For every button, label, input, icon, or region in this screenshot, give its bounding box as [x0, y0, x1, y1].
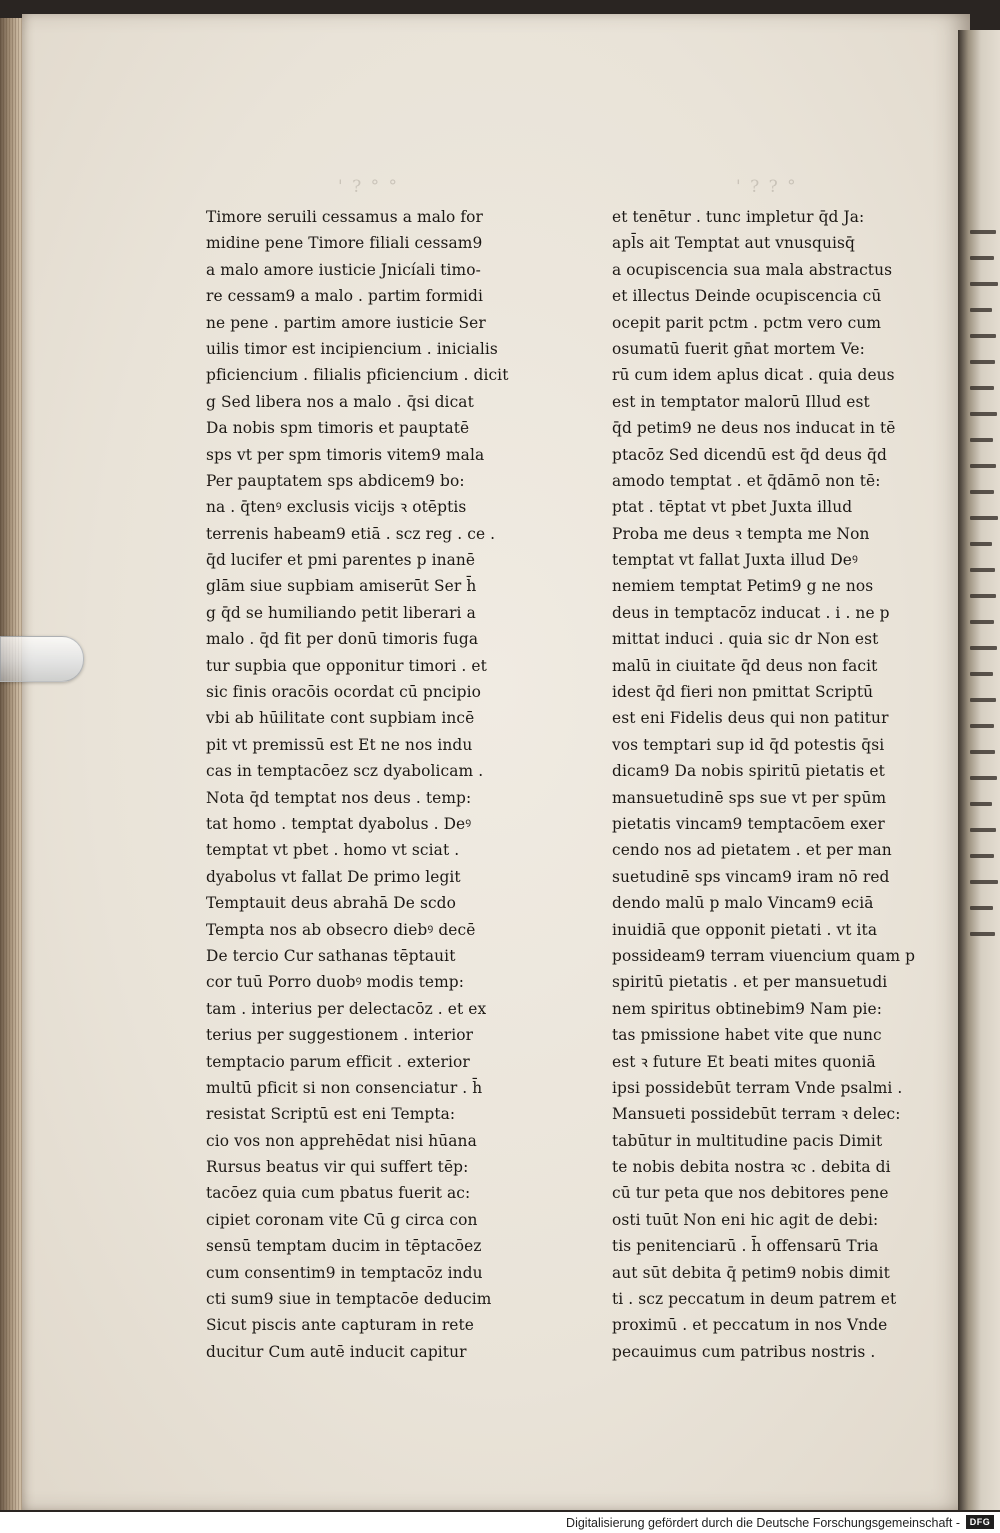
text-line: temptat vt pbet . homo vt sciat .	[206, 841, 460, 860]
adjacent-page-edge	[958, 30, 1000, 1510]
text-line: pit vt premissū est Et ne nos indu	[206, 735, 473, 754]
text-line: proximū . et peccatum in nos Vnde	[612, 1316, 888, 1335]
text-line: cum consentim9 in temptacōz indu	[206, 1263, 483, 1282]
text-line: tat homo . temptat dyabolus . Deꝰ	[206, 814, 472, 833]
text-line: vbi ab hūilitate cont supbiam incē	[206, 709, 475, 728]
text-line: pietatis vincam9 temptacōem exer	[612, 814, 885, 833]
text-line: cio vos non apprehēdat nisi hūana	[206, 1131, 477, 1150]
text-line: apl̄s ait Temptat aut vnusquisq̄	[612, 234, 855, 253]
faint-folio-number-right: ' ? ? °	[736, 177, 798, 197]
funding-credit: Digitalisierung gefördert durch die Deutsche Forschungsgemeinschaft -	[566, 1516, 960, 1530]
text-line: Nota q̄d temptat nos deus . temp:	[206, 788, 472, 807]
text-line: tis penitenciarū . h̄ offensarū Tria	[612, 1237, 879, 1256]
text-line: spiritū pietatis . et per mansuetudi	[612, 973, 888, 992]
text-line: et illectus Deinde ocupiscencia cū	[612, 287, 882, 306]
text-line: ipsi possidebūt terram Vnde psalmi .	[612, 1078, 903, 1097]
text-line: na . q̄tenꝰ exclusis vicijs ꝛ otēptis	[206, 498, 467, 517]
text-line: tabūtur in multitudine pacis Dimit	[612, 1131, 883, 1150]
text-line: est in temptator malorū Illud est	[612, 392, 870, 411]
text-line: a malo amore iusticie Jnicíali timo-	[206, 260, 481, 279]
text-line: Timore seruili cessamus a malo for	[206, 208, 483, 226]
text-line: mittat induci . quia sic dr Non est	[612, 630, 879, 649]
text-line: g Sed libera nos a malo . q̄si dicat	[206, 392, 474, 411]
text-line: tas pmissione habet vite que nunc	[612, 1026, 882, 1045]
text-line: Tempta nos ab obsecro diebꝰ decē	[206, 920, 476, 939]
text-line: te nobis debita nostra ꝛc . debita di	[612, 1158, 891, 1177]
text-line: ocepit parit pctm . pctm vero cum	[612, 313, 882, 332]
text-line: tur supbia que opponitur timori . et	[206, 656, 487, 675]
text-line: est eni Fidelis deus qui non patitur	[612, 709, 889, 728]
text-line: Mansueti possidebūt terram ꝛ delec:	[612, 1105, 901, 1124]
text-line: glām siue supbiam amiserūt Ser h̄	[206, 577, 477, 596]
text-line: ptat . tēptat vt pbet Juxta illud	[612, 498, 853, 517]
text-line: dyabolus vt fallat De primo legit	[206, 867, 461, 886]
text-line: Proba me deus ꝛ tempta me Non	[612, 524, 870, 543]
text-line: a ocupiscencia sua mala abstractus	[612, 260, 893, 279]
text-line: idest q̄d fieri non pmittat Scriptū	[612, 683, 874, 702]
text-line: aut sūt debita q̄ petim9 nobis dimit	[612, 1263, 890, 1282]
text-line: cendo nos ad pietatem . et per man	[612, 841, 892, 860]
text-line: re cessam9 a malo . partim formidi	[206, 287, 484, 306]
text-line: osumatū fuerit gn̄at mortem Ve:	[612, 339, 865, 358]
text-line: terius per suggestionem . interior	[206, 1026, 474, 1045]
text-line: malū in ciuitate q̄d deus non facit	[612, 656, 878, 675]
text-line: sensū temptam ducim in tēptacōez	[206, 1237, 482, 1256]
dfg-logo-icon: DFG	[966, 1515, 994, 1529]
text-line: ti . scz peccatum in deum patrem et	[612, 1290, 897, 1309]
text-column-left	[206, 204, 554, 1365]
text-line: ducitur Cum autē inducit capitur	[206, 1342, 467, 1361]
text-line: cas in temptacōez scz dyabolicam .	[206, 762, 484, 781]
text-line: Rursus beatus vir qui suffert tēp:	[206, 1158, 469, 1177]
text-line: inuidiā que opponit pietati . vt ita	[612, 920, 878, 939]
text-line: sps vt per spm timoris vitem9 mala	[206, 445, 485, 464]
text-line: dendo malū p malo Vincam9 eciā	[612, 894, 874, 913]
text-line: Per pauptatem sps abdicem9 bo:	[206, 471, 465, 490]
text-line: dicam9 Da nobis spiritū pietatis et	[612, 762, 885, 781]
text-line: pecauimus cum patribus nostris .	[612, 1342, 876, 1361]
text-line: et tenētur . tunc impletur q̄d Ja:	[612, 208, 865, 226]
text-line: g q̄d se humiliando petit liberari a	[206, 603, 476, 622]
text-line: sic finis oracōis ocordat cū pncipio	[206, 683, 481, 702]
text-line: multū pficit si non consenciatur . h̄	[206, 1078, 483, 1097]
text-line: rū cum idem aplus dicat . quia deus	[612, 366, 895, 385]
text-line: cipiet coronam vite Cū g circa con	[206, 1210, 478, 1229]
text-line: nem spiritus obtinebim9 Nam pie:	[612, 999, 883, 1018]
page-marker-clip	[0, 636, 84, 682]
text-line: malo . q̄d fit per donū timoris fuga	[206, 630, 479, 649]
text-line: possideam9 terram viuencium quam p	[612, 946, 916, 965]
text-line: osti tuūt Non eni hic agit de debi:	[612, 1210, 879, 1229]
text-line: De tercio Cur sathanas tēptauit	[206, 946, 456, 965]
text-line: midine pene Timore filiali cessam9	[206, 234, 483, 253]
text-line: Da nobis spm timoris et pauptatē	[206, 419, 470, 438]
text-line: amodo temptat . et q̄dāmō non tē:	[612, 471, 881, 490]
text-line: Sicut piscis ante capturam in rete	[206, 1316, 475, 1335]
text-line: cor tuū Porro duobꝰ modis temp:	[206, 973, 465, 992]
text-line: deus in temptacōz inducat . i . ne p	[612, 603, 890, 622]
text-line: q̄d petim9 ne deus nos inducat in tē	[612, 419, 896, 438]
text-line: cti sum9 siue in temptacōe deducim	[206, 1290, 492, 1309]
text-line: cū tur peta que nos debitores pene	[612, 1184, 889, 1203]
faint-folio-number-left: ' ? ° °	[338, 177, 399, 197]
text-line: vos temptari sup id q̄d potestis q̄si	[612, 735, 885, 754]
text-line: mansuetudinē sps sue vt per spūm	[612, 788, 887, 807]
text-line: uilis timor est incipiencium . inicialis	[206, 339, 498, 358]
text-line: ptacōz Sed dicendū est q̄d deus q̄d	[612, 445, 887, 464]
text-line: nemiem temptat Petim9 g ne nos	[612, 577, 874, 596]
text-line: tam . interius per delectacōz . et ex	[206, 999, 487, 1018]
text-line: tacōez quia cum pbatus fuerit ac:	[206, 1184, 471, 1203]
text-line: Temptauit deus abrahā De scdo	[206, 894, 456, 913]
text-line: temptat vt fallat Juxta illud Deꝰ	[612, 551, 858, 570]
text-line: suetudinē sps vincam9 iram nō red	[612, 867, 890, 886]
text-line: terrenis habeam9 etiā . scz reg . ce .	[206, 524, 496, 543]
text-line: pficiencium . filialis pficiencium . dicit	[206, 366, 509, 385]
text-column-right	[612, 204, 942, 1365]
text-line: resistat Scriptū est eni Tempta:	[206, 1105, 456, 1124]
text-line: est ꝛ future Et beati mites quoniā	[612, 1052, 876, 1071]
text-line: ne pene . partim amore iusticie Ser	[206, 313, 486, 332]
text-line: temptacio parum efficit . exterior	[206, 1052, 470, 1071]
text-line: q̄d lucifer et pmi parentes p inanē	[206, 551, 476, 570]
